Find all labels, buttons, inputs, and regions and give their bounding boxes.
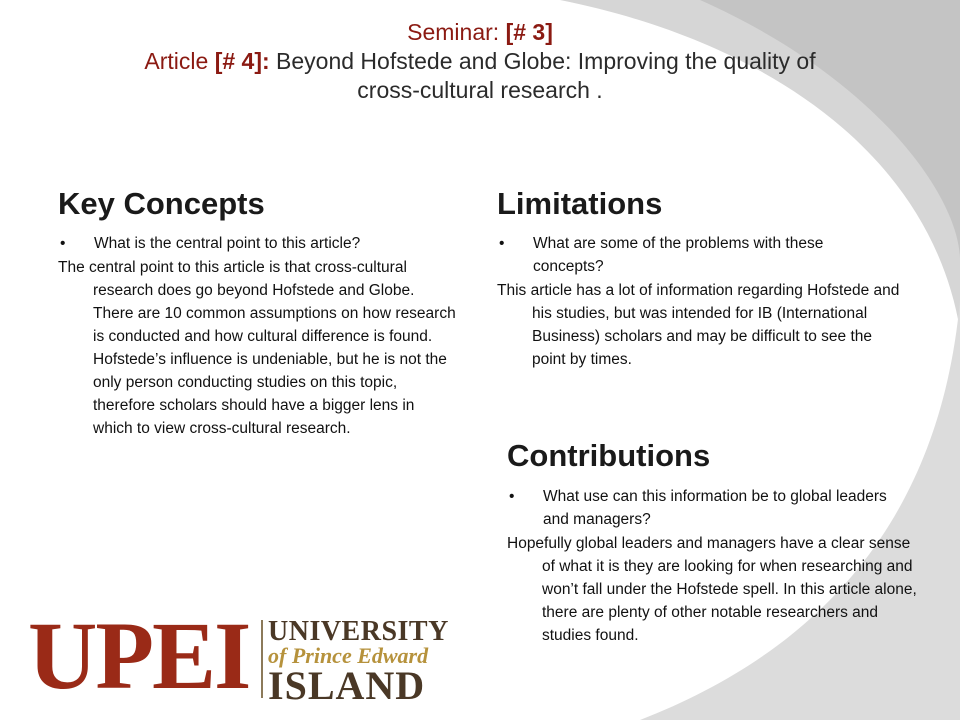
title-line-3: cross-cultural research .: [357, 77, 603, 103]
limitations-heading: Limitations: [497, 186, 663, 221]
key-concepts-heading: Key Concepts: [58, 186, 265, 221]
bullet-dot-icon: •: [60, 235, 66, 252]
slide-title: [40, 18, 920, 105]
contributions-bullet: • What use can this information be to global leaders and managers?: [507, 485, 907, 531]
contributions-body: Hopefully global leaders and managers have a clear sense of what it is they are looking for when researching and won’t fall under the Hofstede spell. In this article alone, there are plenty of other notable researchers and studies found.: [507, 535, 917, 644]
logo-prince-edward-text: of Prince Edward: [268, 643, 429, 668]
logo-divider: [261, 620, 263, 698]
bullet-dot-icon: •: [509, 488, 515, 505]
key-concepts-bullet: • What is the central point to this article?: [58, 232, 458, 255]
title-line-2: Article [# 4]: Beyond Hofstede and Globe: Improving the quality of: [144, 48, 816, 74]
limitations-bullet: • What are some of the problems with these concepts?: [497, 232, 897, 278]
logo-university-text: UNIVERSITY: [268, 616, 449, 647]
key-concepts-body: The central point to this article is that cross-cultural research does go beyond Hofstede and Globe. There are 10 common assumptions on how research is conducted and how cultural difference is found. Hofstede’s influence is undeniable, but he is not the only person conducting studies on this topic, therefore scholars should have a bigger lens in which to view cross-cultural research.: [58, 259, 456, 437]
logo-upei-text: UPEI: [28, 602, 250, 709]
title-line-1: Seminar: [# 3]: [407, 19, 553, 45]
upei-logo: [28, 602, 449, 709]
bullet-dot-icon: •: [499, 235, 505, 252]
limitations-body: This article has a lot of information regarding Hofstede and his studies, but was intended for IB (International Business) scholars and may be difficult to see the point by times.: [497, 282, 900, 368]
logo-island-text: ISLAND: [268, 663, 426, 708]
contributions-heading: Contributions: [507, 438, 711, 473]
